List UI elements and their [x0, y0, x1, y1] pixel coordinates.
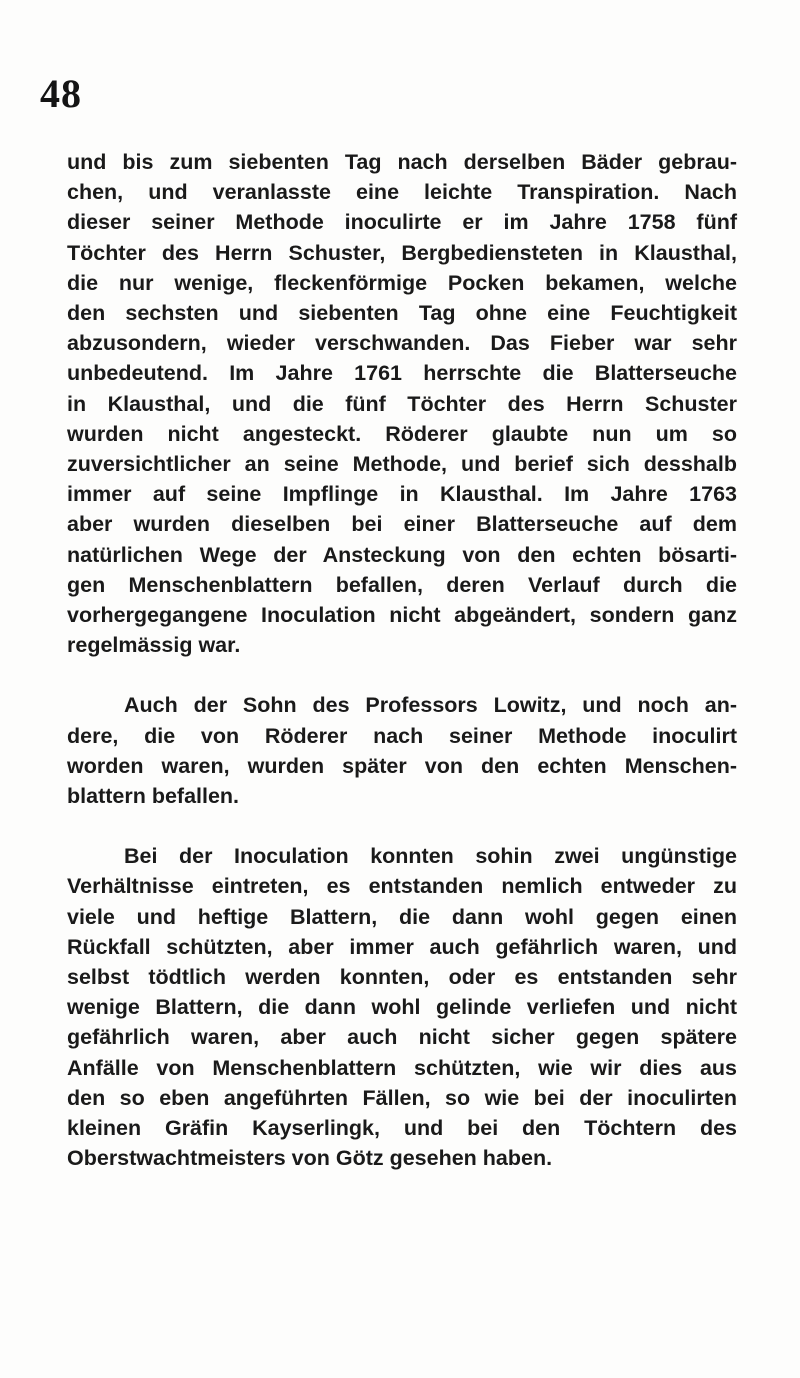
text-line: die nur wenige, fleckenförmige Pocken bekamen, welche	[67, 270, 737, 295]
text-line: vorhergegangene Inoculation nicht abgeändert, sondern ganz	[67, 603, 737, 628]
text-line: gefährlich waren, aber auch nicht sicher gegen spätere	[67, 1025, 737, 1050]
text-line: Bei der Inoculation konnten sohin zwei ungünstige	[124, 844, 737, 869]
text-line: kleinen Gräfin Kayserlingk, und bei den Töchtern des	[67, 1116, 737, 1141]
text-line: immer auf seine Impflinge in Klausthal. Im Jahre 1763	[67, 482, 737, 507]
text-line: den sechsten und siebenten Tag ohne eine Feuchtigkeit	[67, 301, 737, 326]
text-line: dieser seiner Methode inoculirte er im Jahre 1758 fünf	[67, 210, 737, 235]
text-line: und bis zum siebenten Tag nach derselben Bäder gebrau-	[67, 150, 737, 174]
text-line: Oberstwachtmeisters von Götz gesehen haben.	[67, 1146, 553, 1171]
text-line: Rückfall schützten, aber immer auch gefährlich waren, und	[67, 934, 737, 959]
text-line: zuversichtlicher an seine Methode, und berief sich desshalb	[67, 452, 737, 477]
text-line: viele und heftige Blattern, die dann wohl gegen einen	[67, 904, 737, 929]
paragraph-2	[67, 690, 737, 811]
text-line: wurden nicht angesteckt. Röderer glaubte nun um so	[67, 421, 737, 446]
paragraph-1	[67, 147, 737, 660]
text-line: worden waren, wurden später von den echten Menschen-	[67, 753, 737, 778]
text-line: in Klausthal, und die fünf Töchter des Herrn Schuster	[67, 391, 737, 416]
text-line: dere, die von Röderer nach seiner Methode inoculirt	[67, 723, 737, 748]
text-line: abzusondern, wieder verschwanden. Das Fieber war sehr	[67, 331, 737, 356]
paragraph-3	[67, 841, 737, 1173]
text-line: Auch der Sohn des Professors Lowitz, und noch an-	[124, 693, 737, 718]
text-line: regelmässig war.	[67, 633, 241, 658]
text-line: wenige Blattern, die dann wohl gelinde verliefen und nicht	[67, 995, 737, 1020]
text-line: Anfälle von Menschenblattern schützten, wie wir dies aus	[67, 1055, 737, 1080]
text-line: natürlichen Wege der Ansteckung von den echten bösarti-	[67, 542, 737, 567]
page-number: 48	[40, 71, 82, 116]
text-line: gen Menschenblattern befallen, deren Verlauf durch die	[67, 572, 737, 597]
text-line: blattern befallen.	[67, 784, 240, 809]
text-line: selbst tödtlich werden konnten, oder es entstanden sehr	[67, 965, 737, 990]
body-text	[67, 147, 737, 1174]
text-line: aber wurden dieselben bei einer Blatterseuche auf dem	[67, 512, 737, 537]
text-line: chen, und veranlasste eine leichte Transpiration. Nach	[67, 180, 737, 205]
text-line: Töchter des Herrn Schuster, Bergbediensteten in Klausthal,	[67, 240, 737, 265]
text-line: unbedeutend. Im Jahre 1761 herrschte die Blatterseuche	[67, 361, 737, 386]
text-line: Verhältnisse eintreten, es entstanden nemlich entweder zu	[67, 874, 737, 899]
text-line: den so eben angeführten Fällen, so wie bei der inoculirten	[67, 1085, 737, 1110]
